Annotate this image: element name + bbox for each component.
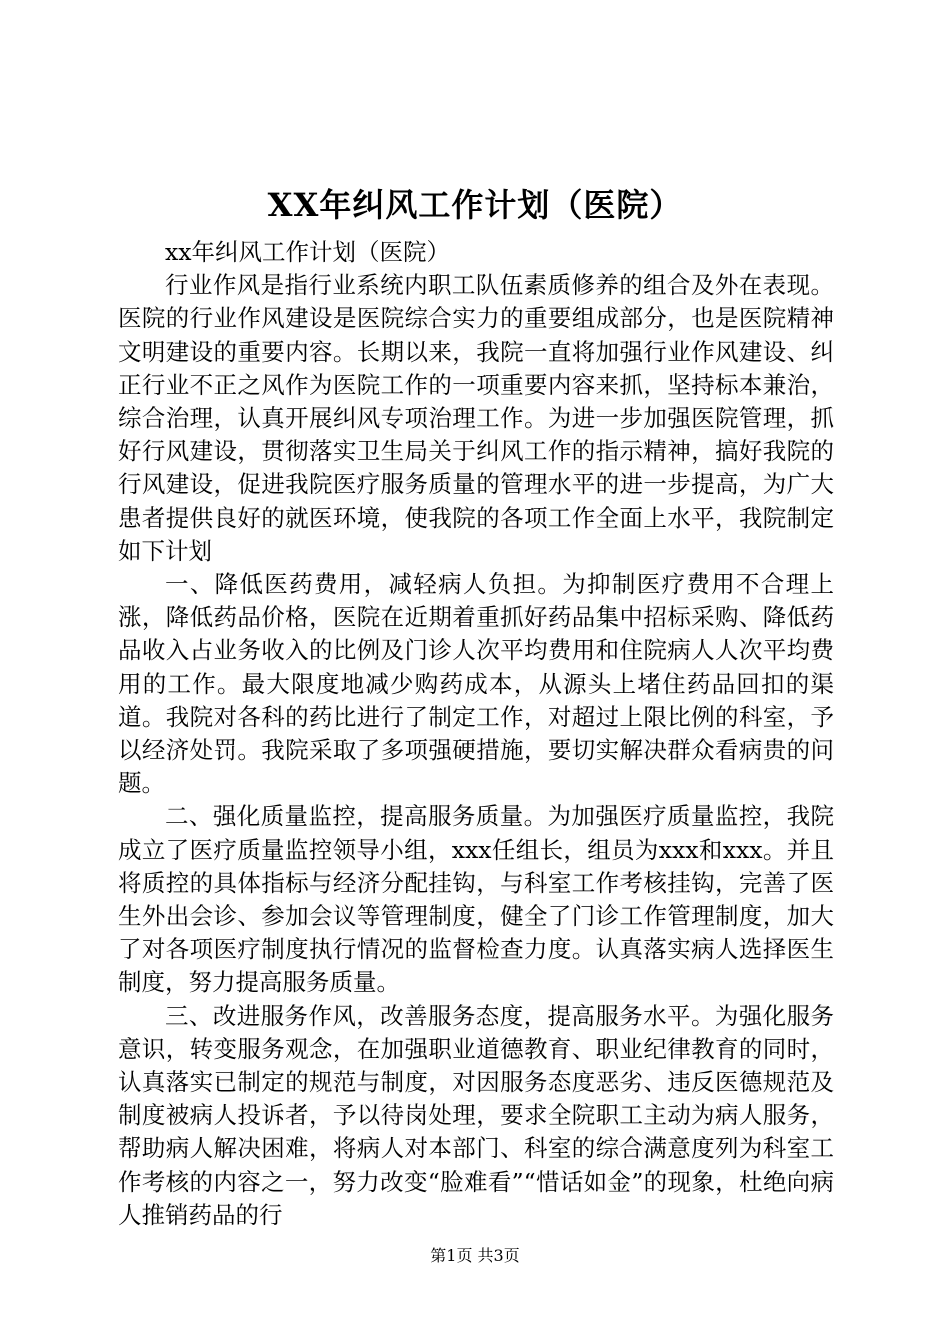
- document-title: XX年纠风工作计划（医院）: [267, 186, 683, 224]
- paragraph-intro: 行业作风是指行业系统内职工队伍素质修养的组合及外在表现。医院的行业作风建设是医院综合实力的重要组成部分，也是医院精神文明建设的重要内容。长期以来，我院一直将加强行业作风建设、纠正行业不正之风作为医院工作的一项重要内容来抓，坚持标本兼治，综合治理，认真开展纠风专项治理工作。为进一步加强医院管理，抓好行风建设，贯彻落实卫生局关于纠风工作的指示精神，搞好我院的行风建设，促进我院医疗服务质量的管理水平的进一步提高，为广大患者提供良好的就医环境，使我院的各项工作全面上水平，我院制定如下计划: [118, 271, 834, 565]
- paragraph-section-1: 一、降低医药费用，减轻病人负担。为抑制医疗费用不合理上涨，降低药品价格，医院在近期着重抓好药品集中招标采购、降低药品收入占业务收入的比例及门诊人次平均费用和住院病人人次平均费用的工作。最大限度地减少购药成本，从源头上堵住药品回扣的渠道。我院对各科的药比进行了制定工作，对超过上限比例的科室，予以经济处罚。我院采取了多项强硬措施，要切实解决群众看病贵的问题。: [118, 570, 834, 798]
- paragraph-section-3: 三、改进服务作风，改善服务态度，提高服务水平。为强化服务意识，转变服务观念，在加强职业道德教育、职业纪律教育的同时，认真落实已制定的规范与制度，对因服务态度恶劣、违反医德规范及制度被病人投诉者，予以待岗处理，要求全院职工主动为病人服务，帮助病人解决困难，将病人对本部门、科室的综合满意度列为科室工作考核的内容之一，努力改变“脸难看”“惜话如金”的现象，杜绝向病人推销药品的行: [118, 1001, 834, 1229]
- paragraph-section-2: 二、强化质量监控，提高服务质量。为加强医疗质量监控，我院成立了医疗质量监控领导小组，xxx任组长，组员为xxx和xxx。并且将质控的具体指标与经济分配挂钩，与科室工作考核挂钩，完善了医生外出会诊、参加会议等管理制度，健全了门诊工作管理制度，加大了对各项医疗制度执行情况的监督检查力度。认真落实病人选择医生制度，努力提高服务质量。: [118, 802, 834, 997]
- page-number-footer: 第1页 共3页: [430, 1246, 520, 1265]
- document-subtitle: xx年纠风工作计划（医院）: [165, 238, 451, 266]
- document-body: [118, 236, 834, 1232]
